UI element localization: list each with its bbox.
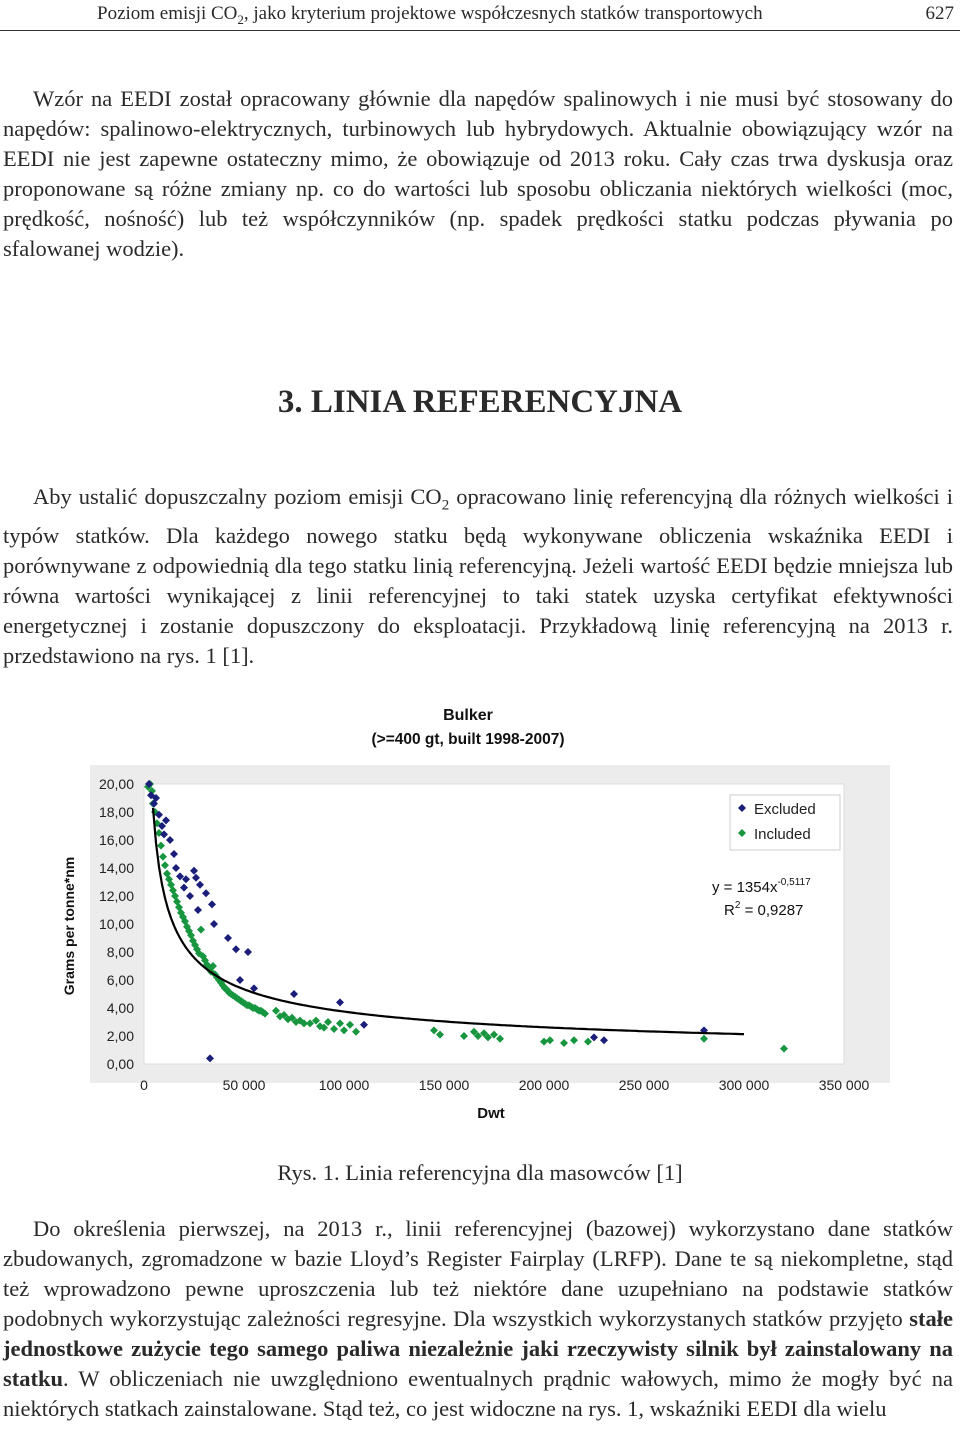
y-tick-label: 2,00 — [106, 1028, 134, 1044]
r-squared: $R^2 = 0,9287$ — [724, 900, 804, 919]
legend-label-excluded: Excluded — [754, 801, 816, 818]
y-tick-label: 16,00 — [98, 832, 134, 848]
intro-paragraph: Wzór na EEDI został opracowany głównie dla napędów spalinowych i nie musi być stosowany do napędów: spalinowo-elektrycznych, turbinowych lub hybrydowych. Aktualnie obowiązujący wzór na EEDI nie jest zapewne ostateczny mimo, że obowiązuje od 2013 roku. Cały czas trwa dyskusja oraz proponowane są różne zmiany np. co do wartości lub sposobu obliczania niektórych wielkości (moc, prędkość, nośność) lub też współczynników (np. spadek prędkości statku podczas pływania po sfalowanej wodzie). — [3, 86, 953, 261]
y-tick-label: 6,00 — [106, 972, 134, 988]
y-tick-label: 12,00 — [98, 888, 134, 904]
x-tick-label: 200 000 — [518, 1077, 570, 1093]
chart-title: Bulker — [443, 707, 493, 724]
trend-equation: $y = 1354x^{-0,5117}$ — [712, 877, 811, 896]
legend — [730, 795, 840, 850]
y-tick-label: 0,00 — [106, 1056, 134, 1072]
y-axis-label: Grams per tonne*nm — [61, 856, 77, 996]
x-tick-label: 300 000 — [718, 1077, 770, 1093]
y-tick-label: 14,00 — [98, 860, 134, 876]
x-axis-label: Dwt — [477, 1105, 505, 1122]
y-tick-label: 10,00 — [98, 916, 134, 932]
legend-label-included: Included — [754, 826, 811, 843]
figure-caption: Rys. 1. Linia referencyjna dla masowców [1] — [277, 1160, 683, 1185]
x-tick-label: 100 000 — [318, 1077, 370, 1093]
baseline-data-paragraph: Do określenia pierwszej, na 2013 r., linii referencyjnej (bazowej) wykorzystano dane statków zbudowanych, zgromadzone w bazie Lloyd’s Register Fairplay (LRFP). Dane te są niekompletne, stąd też wprowadzono pewne uproszczenia lub też niektóre dane uzupełniano na podstawie statków podobnych wykorzystując zależności regresyjne. Dla wszystkich wykorzystanych statków przyjęto stałe jednostkowe zużycie tego samego paliwa niezależnie jaki rzeczywisty silnik był zainstalowany na statku. W obliczeniach nie uwzględniono ewentualnych prądnic wałowych, mimo że mogły być na niektórych statkach zainstalowane. Stąd też, co jest widoczne na rys. 1, wskaźniki EEDI dla wielu — [3, 1216, 953, 1421]
page-number: 627 — [925, 3, 954, 24]
running-header-title: Poziom emisji $CO_2$, jako kryterium projektowe współczesnych statków transportowych — [97, 3, 763, 27]
y-tick-label: 20,00 — [98, 776, 134, 792]
x-tick-label: 0 — [140, 1077, 148, 1093]
reference-line-paragraph: Aby ustalić dopuszczalny poziom emisji $CO_2$ opracowano linię referencyjną dla różnych wielkości i typów statków. Dla każdego nowego statku będą wykonywane obliczenia wskaźnika EEDI i porównywane z odpowiednią dla tego statku linią referencyjną. Jeżeli wartość EEDI będzie mniejsza lub równa wartości wynikającej z linii referencyjnej to taki statek uzyska certyfikat efektywności energetycznej i zostanie dopuszczony do eksploatacji. Przykładową linię referencyjną na 2013 r. przedstawiono na rys. 1 [1]. — [3, 484, 953, 668]
running-header — [0, 0, 960, 31]
y-tick-label: 4,00 — [106, 1000, 134, 1016]
bulker-reference-line-chart — [50, 700, 890, 1130]
x-tick-label: 50 000 — [222, 1077, 266, 1093]
x-tick-label: 250 000 — [618, 1077, 670, 1093]
x-tick-label: 150 000 — [418, 1077, 470, 1093]
chart-subtitle: (>=400 gt, built 1998-2007) — [371, 731, 565, 748]
bold-emphasis: stałe jednostkowe zużycie tego samego paliwa niezależnie jaki rzeczywisty silnik był zainstalowany na statku — [3, 1306, 953, 1391]
y-tick-label: 18,00 — [98, 804, 134, 820]
x-tick-label: 350 000 — [818, 1077, 870, 1093]
section-heading: 3. LINIA REFERENCYJNA — [277, 384, 683, 420]
y-tick-label: 8,00 — [106, 944, 134, 960]
